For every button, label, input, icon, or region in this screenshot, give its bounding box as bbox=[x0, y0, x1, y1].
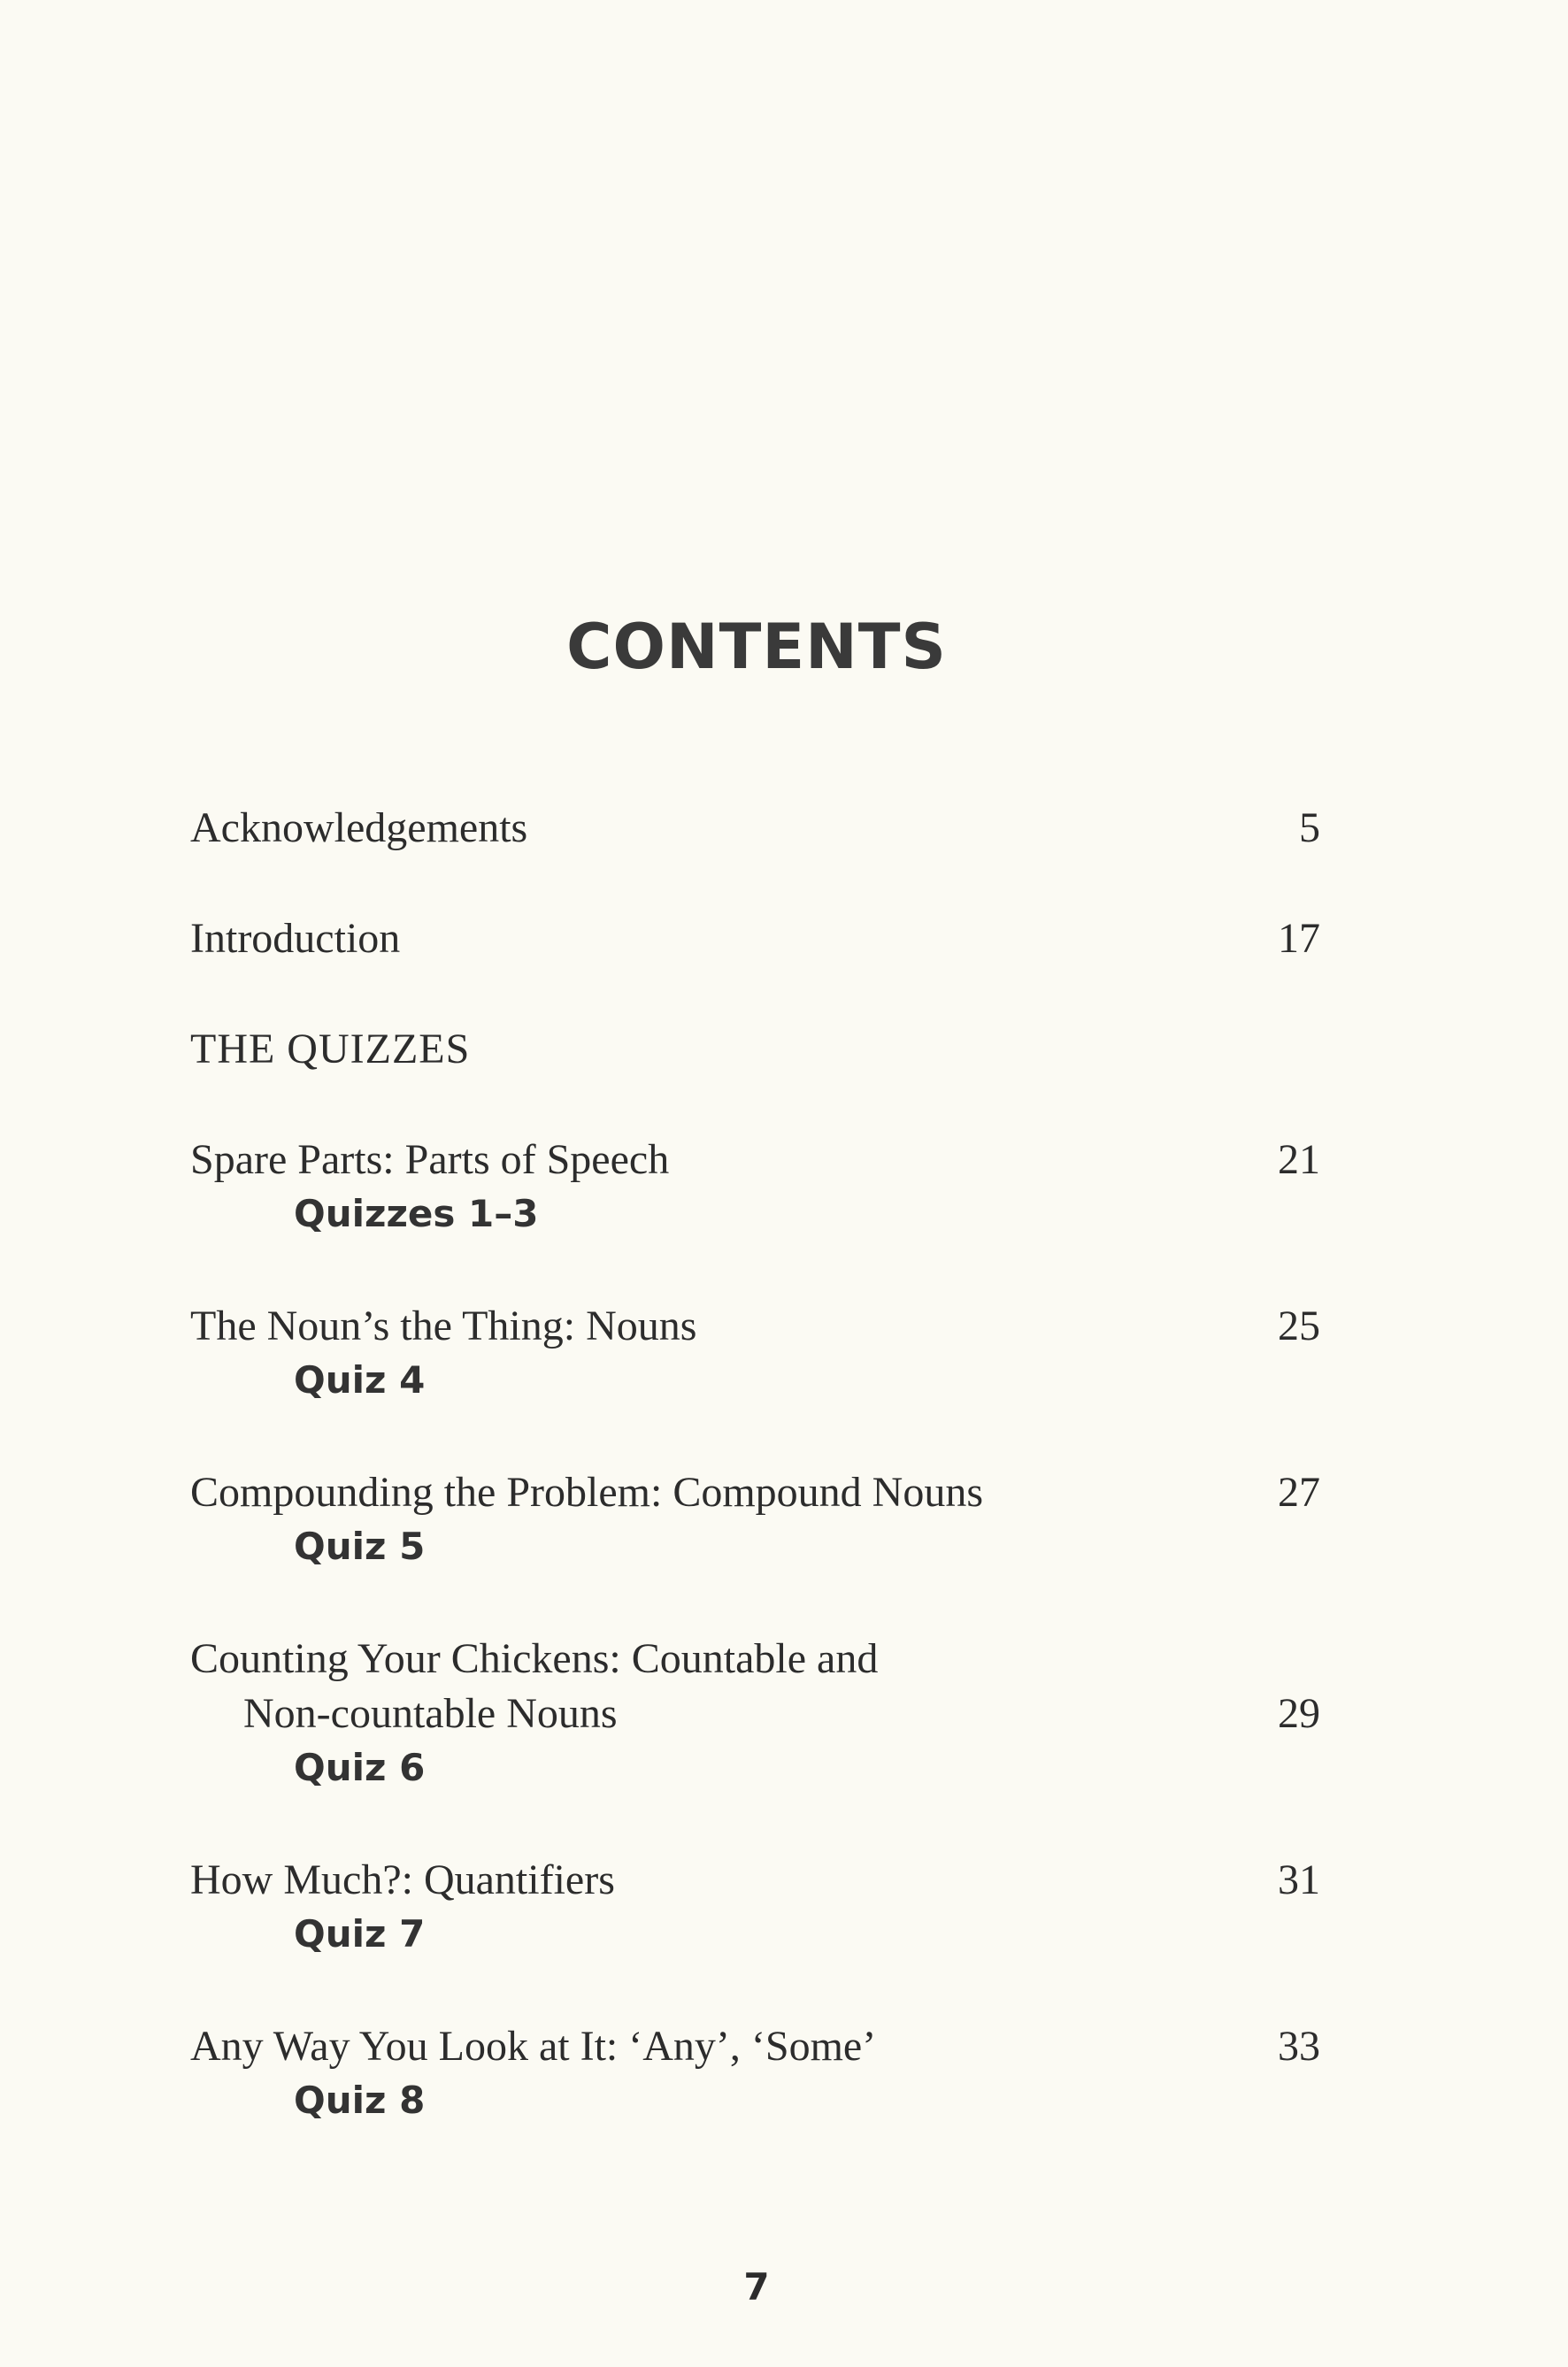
toc-entry-quiz: Quiz 8 bbox=[294, 2079, 426, 2122]
toc-entry bbox=[190, 2019, 1323, 2127]
toc-entry bbox=[190, 1632, 1323, 1794]
toc-entry bbox=[190, 1133, 1323, 1241]
toc-page-number: 29 bbox=[1278, 1690, 1320, 1737]
toc-entry bbox=[190, 1853, 1323, 1961]
toc-entry-title: Any Way You Look at It: ‘Any’, ‘Some’ bbox=[190, 2023, 877, 2070]
toc-entry-title-continued: Non-countable Nouns bbox=[243, 1690, 618, 1737]
section-heading: THE QUIZZES bbox=[190, 1026, 471, 1072]
toc-entry-quiz: Quiz 6 bbox=[294, 1746, 426, 1789]
toc-page-number: 27 bbox=[1278, 1469, 1320, 1516]
toc-entry-title: The Noun’s the Thing: Nouns bbox=[190, 1303, 697, 1349]
toc-page-number: 31 bbox=[1278, 1856, 1320, 1903]
toc-page-number: 33 bbox=[1278, 2023, 1320, 2070]
toc-entry-title: Compounding the Problem: Compound Nouns bbox=[190, 1469, 984, 1516]
toc-entry-quiz: Quiz 7 bbox=[294, 1912, 426, 1956]
toc-entry-quiz: Quiz 5 bbox=[294, 1525, 426, 1568]
toc-entry-introduction bbox=[190, 911, 1323, 966]
toc-entry-title: Acknowledgements bbox=[190, 804, 528, 851]
toc-entry bbox=[190, 1299, 1323, 1407]
toc-page-number: 21 bbox=[1278, 1136, 1320, 1183]
toc-page-number: 25 bbox=[1278, 1303, 1320, 1349]
toc-entry-title: Spare Parts: Parts of Speech bbox=[190, 1136, 670, 1183]
toc-entry-title: Introduction bbox=[190, 915, 401, 962]
page-title: CONTENTS bbox=[566, 611, 947, 683]
toc-page-number: 17 bbox=[1278, 915, 1320, 962]
toc-entry-quiz: Quiz 4 bbox=[294, 1358, 426, 1402]
toc-entry bbox=[190, 1465, 1323, 1573]
toc-page-number: 5 bbox=[1299, 804, 1320, 851]
toc-entry-quiz: Quizzes 1–3 bbox=[294, 1192, 539, 1235]
toc-entry-acknowledgements bbox=[190, 801, 1323, 856]
toc-entry-title: Counting Your Chickens: Countable and bbox=[190, 1635, 879, 1682]
toc-entry-title: How Much?: Quantifiers bbox=[190, 1856, 615, 1903]
page-folio: 7 bbox=[743, 2265, 770, 2309]
